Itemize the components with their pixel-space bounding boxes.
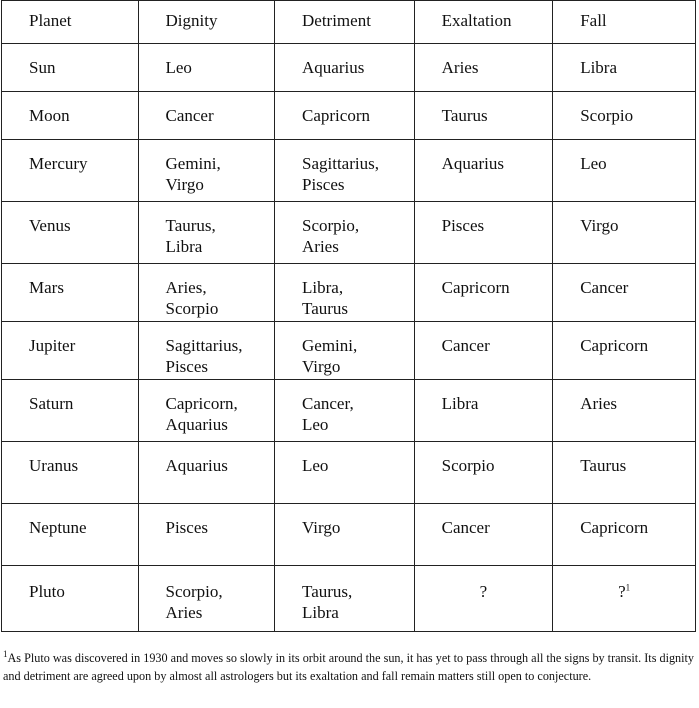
detriment-cell: Virgo [275, 504, 415, 566]
table-row [2, 566, 696, 632]
planet-cell: Mars [2, 264, 139, 322]
fall-cell: Capricorn [553, 504, 696, 566]
detriment-cell: Aquarius [275, 44, 415, 92]
header-dignity: Dignity [138, 1, 275, 44]
fall-cell: Libra [553, 44, 696, 92]
fall-cell: Aries [553, 380, 696, 442]
table-row [2, 202, 696, 264]
footnote [3, 649, 696, 685]
header-exaltation: Exaltation [414, 1, 553, 44]
planet-cell: Neptune [2, 504, 139, 566]
header-planet: Planet [2, 1, 139, 44]
planet-cell: Saturn [2, 380, 139, 442]
fall-cell: Taurus [553, 442, 696, 504]
dignity-cell: Taurus, Libra [138, 202, 275, 264]
fall-cell: Cancer [553, 264, 696, 322]
footnote-text: As Pluto was discovered in 1930 and moves so slowly in its orbit around the sun, it has yet to pass through all the signs by transit. Its dignity and detriment are agreed upon by almost all astrologers but its exaltation and fall remain matters still open to conjecture. [3, 651, 695, 683]
table-row [2, 44, 696, 92]
planet-cell: Jupiter [2, 322, 139, 380]
exaltation-cell: Aquarius [414, 140, 553, 202]
fall-cell: Capricorn [553, 322, 696, 380]
table-row [2, 504, 696, 566]
exaltation-cell: Capricorn [414, 264, 553, 322]
planet-cell: Venus [2, 202, 139, 264]
dignity-cell: Leo [138, 44, 275, 92]
fall-cell: Scorpio [553, 92, 696, 140]
fall-cell [553, 566, 696, 632]
header-fall: Fall [553, 1, 696, 44]
exaltation-cell: Libra [414, 380, 553, 442]
footnote-marker: 1 [3, 648, 8, 659]
fall-value: ? [618, 582, 626, 601]
exaltation-cell: ? [414, 566, 553, 632]
exaltation-cell: Cancer [414, 504, 553, 566]
dignity-cell: Gemini, Virgo [138, 140, 275, 202]
detriment-cell: Capricorn [275, 92, 415, 140]
planet-cell: Uranus [2, 442, 139, 504]
planet-cell: Pluto [2, 566, 139, 632]
exaltation-cell: Aries [414, 44, 553, 92]
dignity-cell: Pisces [138, 504, 275, 566]
planetary-dignities-table [1, 0, 696, 632]
planet-cell: Mercury [2, 140, 139, 202]
dignity-cell: Aquarius [138, 442, 275, 504]
table-row [2, 140, 696, 202]
detriment-cell: Cancer, Leo [275, 380, 415, 442]
detriment-cell: Sagittarius, Pisces [275, 140, 415, 202]
table-row [2, 442, 696, 504]
fall-cell: Leo [553, 140, 696, 202]
detriment-cell: Scorpio, Aries [275, 202, 415, 264]
table-header-row [2, 1, 696, 44]
dignity-cell: Aries, Scorpio [138, 264, 275, 322]
detriment-cell: Libra, Taurus [275, 264, 415, 322]
fall-cell: Virgo [553, 202, 696, 264]
detriment-cell: Gemini, Virgo [275, 322, 415, 380]
planet-cell: Sun [2, 44, 139, 92]
header-detriment: Detriment [275, 1, 415, 44]
planet-cell: Moon [2, 92, 139, 140]
table-row [2, 92, 696, 140]
dignity-cell: Cancer [138, 92, 275, 140]
table-row [2, 264, 696, 322]
dignity-cell: Scorpio, Aries [138, 566, 275, 632]
dignity-cell: Sagittarius, Pisces [138, 322, 275, 380]
exaltation-cell: Pisces [414, 202, 553, 264]
exaltation-cell: Scorpio [414, 442, 553, 504]
table-row [2, 322, 696, 380]
footnote-reference: 1 [625, 582, 631, 593]
table-row [2, 380, 696, 442]
detriment-cell: Leo [275, 442, 415, 504]
detriment-cell: Taurus, Libra [275, 566, 415, 632]
exaltation-cell: Cancer [414, 322, 553, 380]
dignity-cell: Capricorn, Aquarius [138, 380, 275, 442]
exaltation-cell: Taurus [414, 92, 553, 140]
